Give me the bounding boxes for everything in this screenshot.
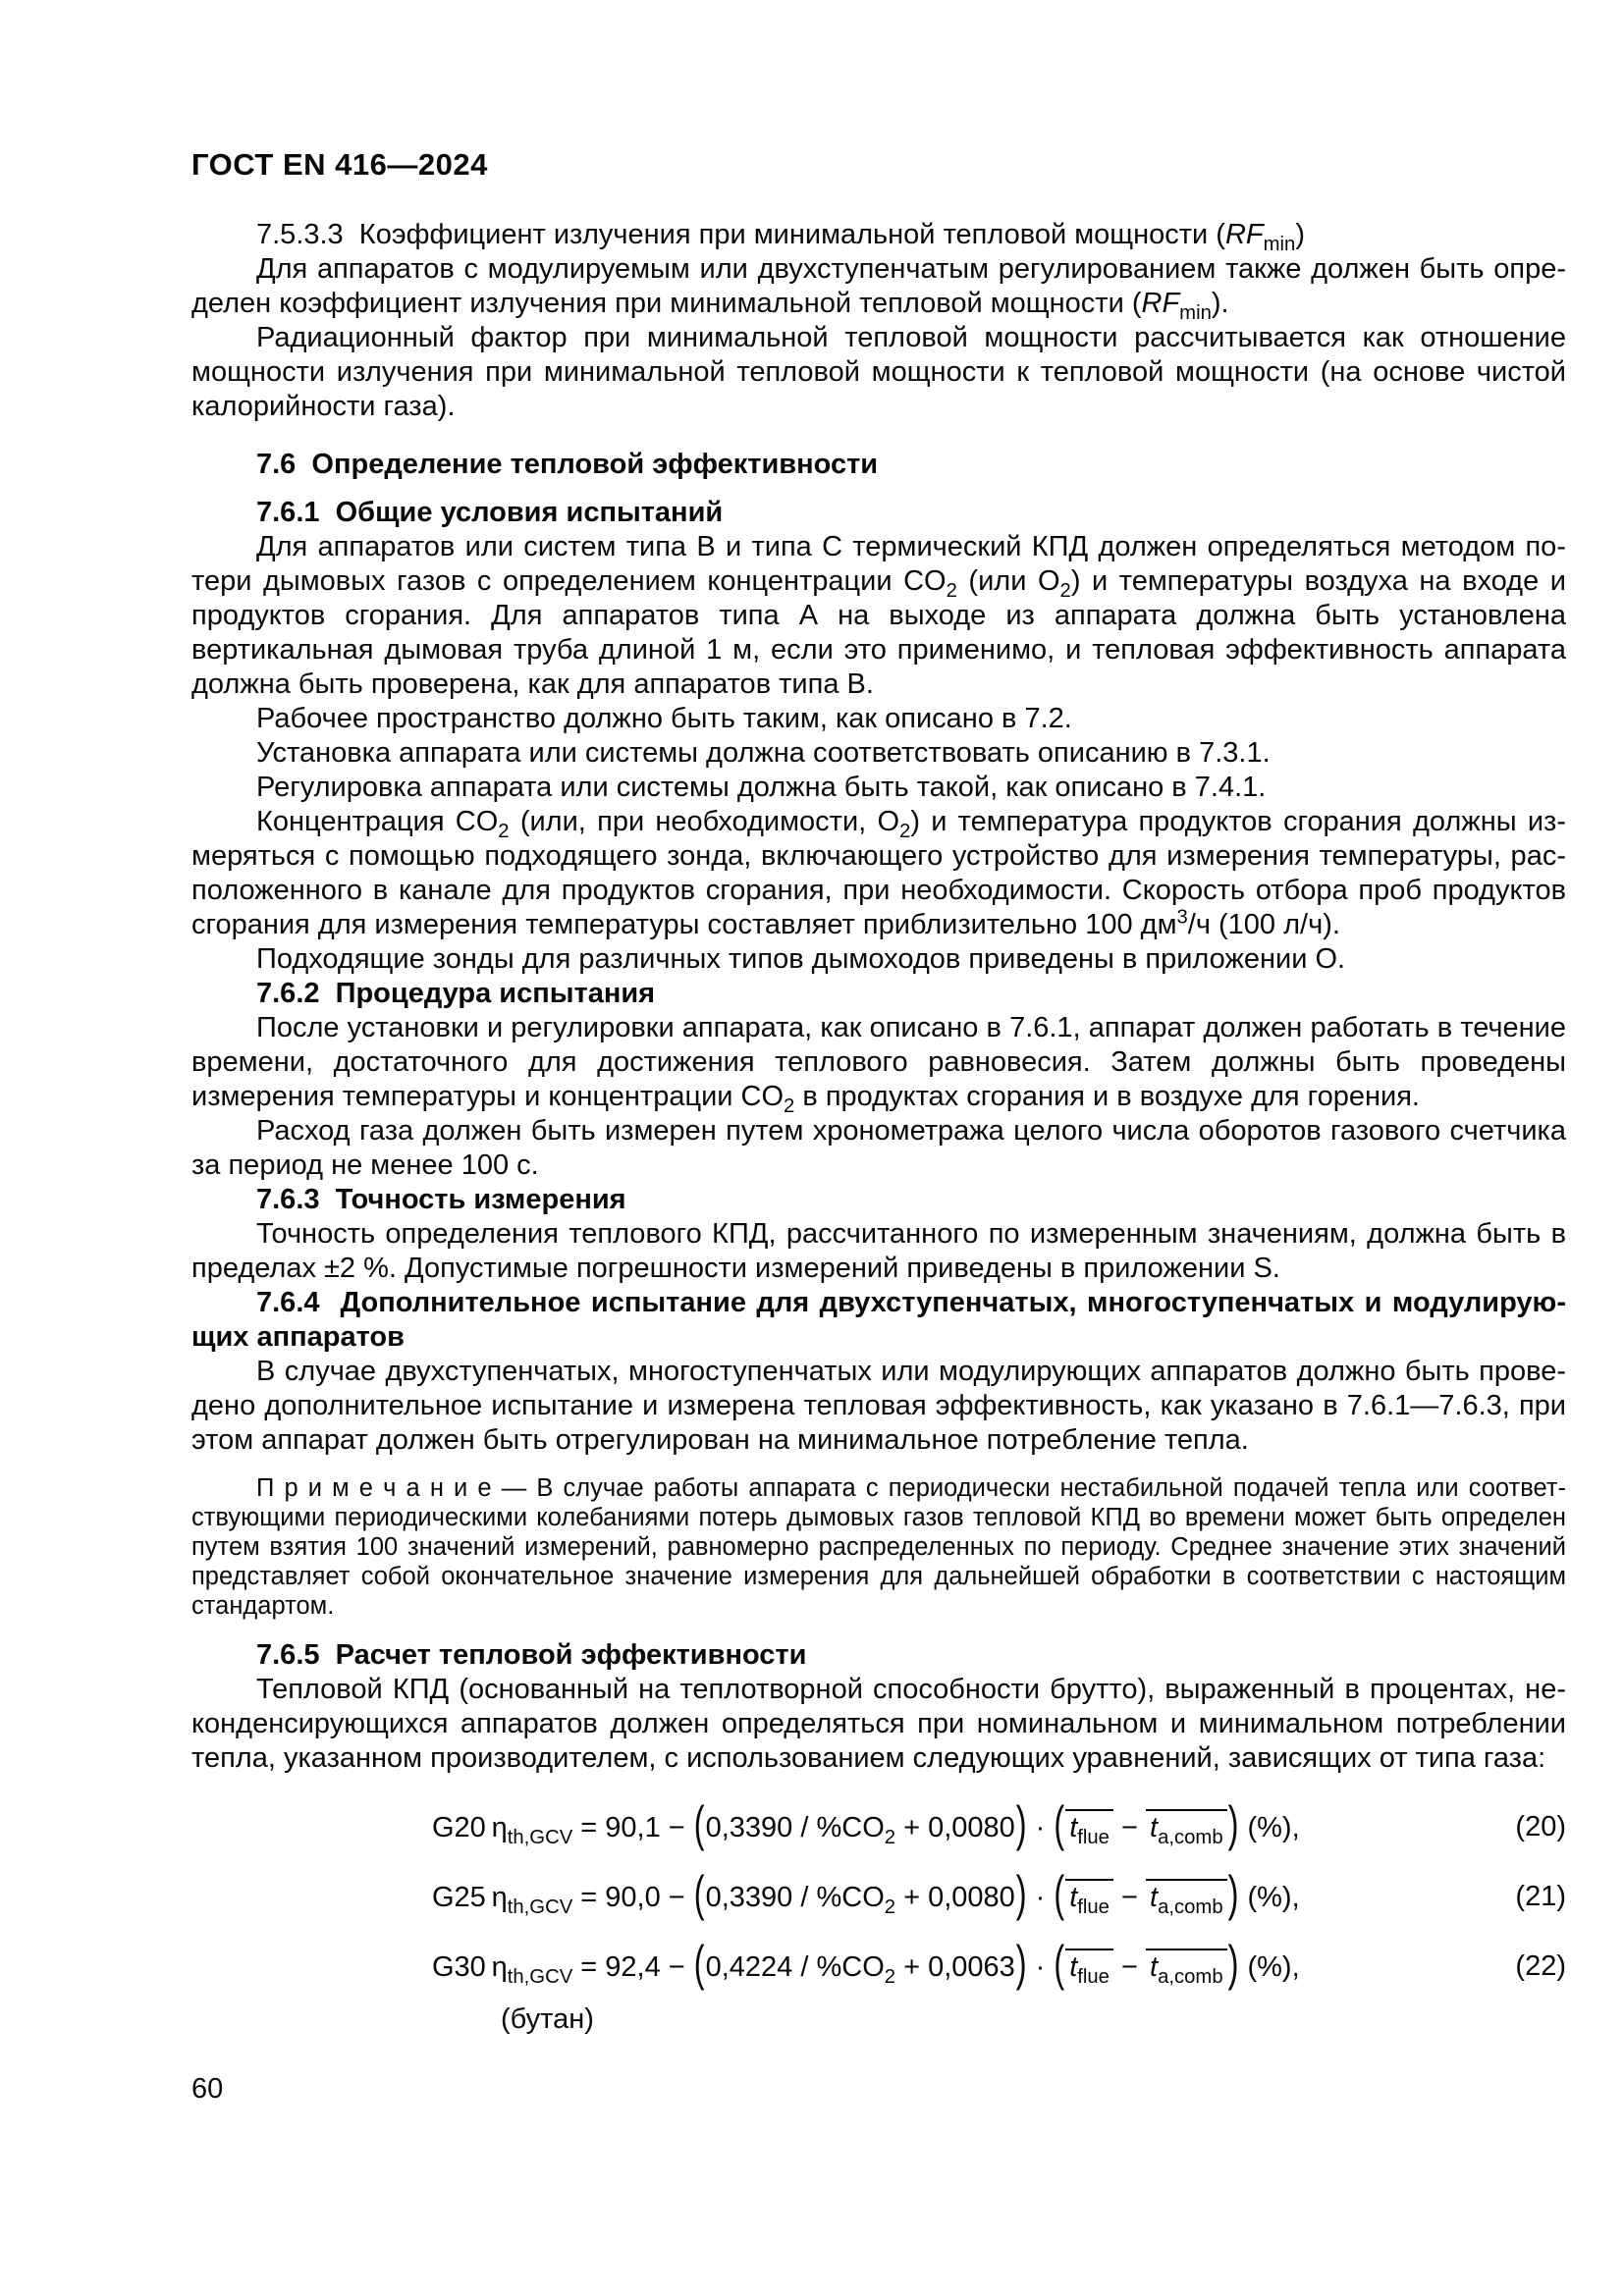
paragraph: Точность определения теплового КПД, рассчитанного по измеренным значениям, должна быть в пределах ±2 %. Допустимые погрешности измерений приведены в приложении S. (191, 1218, 1566, 1284)
paragraph: Концентрация $CO_2$ (или, при необходимости, $O_2$) и температура продуктов сгорания должны измеряться с помощью подходящего зонда, включающего устройство для измерения температуры, расположенного в канале для продуктов сгорания, при необходимости. Скорость отбора проб продуктов сгорания для измерения температуры составляет приблизительно 100 $дм^3/ч$ (100 л/ч). (191, 806, 1566, 940)
equation-row (191, 1795, 1566, 1851)
big-paren-close: ) (1227, 1795, 1239, 1851)
section-heading: 7.6.2 Процедура испытания (256, 978, 656, 1009)
equation-number: (20) (1515, 1811, 1566, 1842)
big-paren-close: ) (1015, 1865, 1027, 1921)
overline-group: $t_{a,comb}$ (1146, 1879, 1227, 1912)
paragraph: Для аппаратов с модулируемым или двухступенчатым регулированием также должен быть определен коэффициент излучения при минимальной тепловой мощности $(RF_{min})$. (191, 253, 1566, 324)
overline-group: $t_{flue}$ (1065, 1809, 1113, 1842)
big-paren-open: ( (1054, 1795, 1065, 1851)
paragraph: Регулировка аппарата или системы должна быть такой, как описано в 7.4.1. (256, 772, 1267, 803)
overline-group: $t_{flue}$ (1065, 1949, 1113, 1982)
big-paren-open: ( (1054, 1865, 1065, 1921)
paragraph: После установки и регулировки аппарата, как описано в 7.6.1, аппарат должен работать в течение времени, достаточного для достижения теплового равновесия. Затем должны быть проведены измерения температуры и концентрации $CO_2$ в продуктах сгорания и в воздухе для горения. (191, 1012, 1566, 1117)
overline-group: $t_{flue}$ (1065, 1879, 1113, 1912)
paragraph: Радиационный фактор при минимальной тепловой мощности рассчитывается как отношение мощности излучения при минимальной тепловой мощности к тепловой мощности (на основе чистой калорийности газа). (191, 322, 1566, 422)
paragraph: Подходящие зонды для различных типов дымоходов приведены в приложении О. (256, 943, 1346, 975)
equation-number: (22) (1515, 1950, 1566, 1982)
equation-row (191, 1865, 1566, 1921)
big-paren-open: ( (693, 1795, 705, 1851)
paragraph: Для аппаратов или систем типа В и типа С термический КПД должен определяться методом потери дымовых газов с определением концентрации $CO_2$ (или $O_2$) и температуры воздуха на входе и продуктов сгорания. Для аппаратов типа А на выходе из аппарата должна быть установлена вертикальная дымовая труба длиной 1 м, если это применимо, и тепловая эффективность аппарата должна быть проверена, как для аппаратов типа В. (191, 531, 1566, 700)
page-number: 60 (191, 2073, 224, 2105)
paragraph: В случае двухступенчатых, многоступенчатых или модулирующих аппаратов должно быть проведено дополнительное испытание и измерена тепловая эффективность, как указано в 7.6.1—7.6.3, при этом аппарат должен быть отрегулирован на минимальное потребление тепла. (191, 1356, 1566, 1456)
equation-row (191, 1935, 1566, 1991)
big-paren-open: ( (693, 1935, 705, 1991)
equation-formula: G20 $\eta_{th,GCV} = 90,1 - (0,3390 / \%CO_2 + 0,0080)$ · ( $t_{flue} - t_{a,comb}$ ) (%), (432, 1795, 1300, 1851)
section-heading: 7.6.5 Расчет тепловой эффективности (256, 1639, 807, 1671)
paragraph: Расход газа должен быть измерен путем хронометража целого числа оборотов газового счетчика за период не менее 100 с. (191, 1115, 1566, 1181)
big-paren-close: ) (1227, 1865, 1239, 1921)
equation-caption: (бутан) (501, 2003, 594, 2035)
big-paren-open: ( (693, 1865, 705, 1921)
document-header: ГОСТ EN 416—2024 (191, 147, 488, 182)
paragraph: 7.5.3.3 Коэффициент излучения при минимальной тепловой мощности $(RF_{min})$ (256, 219, 1305, 255)
section-heading: 7.6.3 Точность измерения (256, 1184, 626, 1215)
big-paren-open: ( (1054, 1935, 1065, 1991)
equation (191, 1935, 1566, 2037)
equation (191, 1795, 1566, 1851)
paragraph: Тепловой КПД (основанный на теплотворной способности брутто), выраженный в процентах, неконденсирующихся аппаратов должен определяться при номинальном и минимальном потреблении тепла, указанном производителем, с использованием следующих уравнений, зависящих от типа газа: (191, 1674, 1566, 1774)
section-heading: 7.6.1 Общие условия испытаний (256, 497, 724, 528)
equation-formula: G30 $\eta_{th,GCV} = 92,4 - (0,4224 / \%CO_2 + 0,0063)$ · ( $t_{flue} - t_{a,comb}$ ) (%), (432, 1935, 1300, 1991)
overline-group: $t_{a,comb}$ (1146, 1949, 1227, 1982)
big-paren-close: ) (1015, 1935, 1027, 1991)
paragraph: Установка аппарата или системы должна соответствовать описанию в 7.3.1. (256, 737, 1271, 769)
big-paren-close: ) (1015, 1795, 1027, 1851)
section-heading: 7.6.4 Дополнительное испытание для двухступенчатых, многоступенчатых и модулирующих аппаратов (191, 1287, 1566, 1353)
section-heading: 7.6 Определение тепловой эффективности (256, 449, 879, 480)
note-paragraph: П р и м е ч а н и е — В случае работы аппарата с периодически нестабильной подачей тепла или соответствующими периодическими колебаниями потерь дымовых газов тепловой КПД во времени может быть определен путем взятия 100 значений измерений, равномерно распределенных по периоду. Среднее значение этих значений представляет собой окончательное значение измерения для дальнейшей обработки в соответствии с настоящим стандартом. (191, 1474, 1566, 1620)
document-body (191, 218, 1566, 2037)
big-paren-close: ) (1227, 1935, 1239, 1991)
equation-number: (21) (1515, 1881, 1566, 1912)
equation-formula: G25 $\eta_{th,GCV} = 90,0 - (0,3390 / \%CO_2 + 0,0080)$ · ( $t_{flue} - t_{a,comb}$ ) (%), (432, 1865, 1300, 1921)
equation (191, 1865, 1566, 1921)
overline-group: $t_{a,comb}$ (1146, 1809, 1227, 1842)
paragraph: Рабочее пространство должно быть таким, как описано в 7.2. (256, 703, 1072, 734)
